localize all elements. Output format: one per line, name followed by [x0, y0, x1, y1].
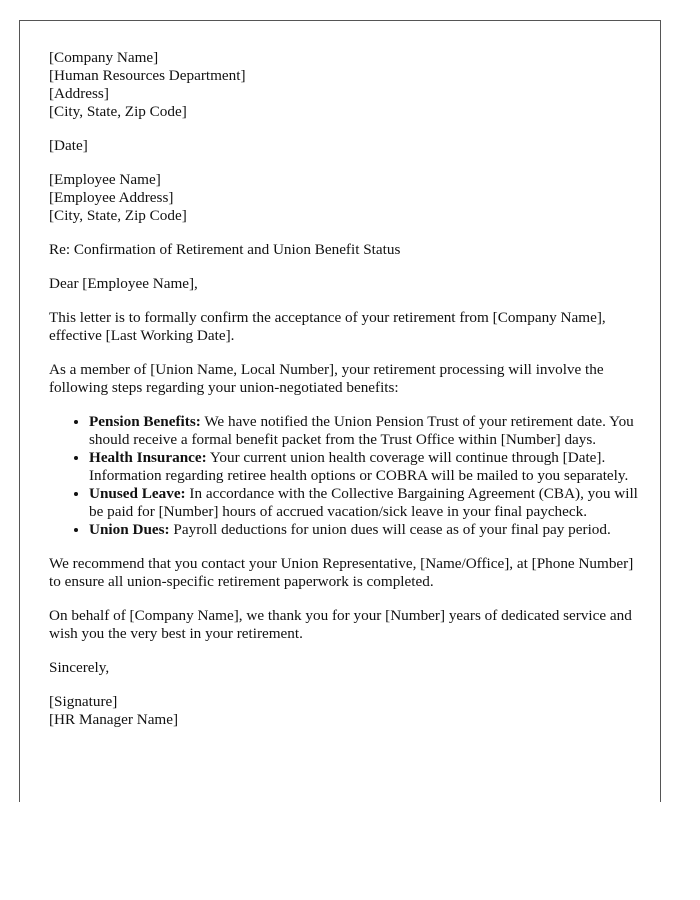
sender-address: [Address] [49, 85, 109, 102]
signer-name: [HR Manager Name] [49, 711, 179, 728]
sender-city-state-zip: [City, State, Zip Code] [49, 103, 187, 120]
closing: Sincerely, [49, 659, 110, 676]
recipient-address: [Employee Address] [49, 189, 174, 206]
sender-department: [Human Resources Department] [49, 67, 246, 84]
signature-placeholder: [Signature] [49, 693, 118, 710]
intro-paragraph: This letter is to formally confirm the acceptance of your retirement from [Company Name], effective [Last Working Date]. [49, 309, 606, 344]
benefit-title: Health Insurance: [89, 449, 207, 466]
sender-block [49, 49, 639, 121]
benefits-list [49, 413, 639, 539]
sender-company: [Company Name] [49, 49, 159, 66]
benefit-title: Unused Leave: [89, 485, 186, 502]
benefit-text: Payroll deductions for union dues will cease as of your final pay period. [169, 521, 611, 538]
list-item [89, 485, 639, 521]
union-paragraph: As a member of [Union Name, Local Number], your retirement processing will involve the following steps regarding your union-negotiated benefits: [49, 361, 604, 396]
signature-block [49, 693, 639, 729]
letter-body [49, 49, 639, 745]
benefit-text: In accordance with the Collective Bargaining Agreement (CBA), you will be paid for [Number] hours of accrued vacation/sick leave in your final paycheck. [89, 485, 638, 520]
recommend-paragraph: We recommend that you contact your Union Representative, [Name/Office], at [Phone Number] to ensure all union-specific retirement paperwork is completed. [49, 555, 634, 590]
benefit-title: Pension Benefits: [89, 413, 201, 430]
recipient-block [49, 171, 639, 225]
benefit-text: We have notified the Union Pension Trust of your retirement date. You should receive a formal benefit packet from the Trust Office within [Number] days. [89, 413, 634, 448]
list-item [89, 521, 639, 539]
list-item [89, 413, 639, 449]
letter-page [19, 20, 661, 802]
list-item [89, 449, 639, 485]
recipient-city-state-zip: [City, State, Zip Code] [49, 207, 187, 224]
benefit-text: Your current union health coverage will continue through [Date]. Information regarding retiree health options or COBRA will be mailed to you separately. [89, 449, 629, 484]
letter-date: [Date] [49, 137, 88, 154]
benefit-title: Union Dues: [89, 521, 170, 538]
recipient-name: [Employee Name] [49, 171, 161, 188]
subject-line: Re: Confirmation of Retirement and Union Benefit Status [49, 241, 401, 258]
salutation: Dear [Employee Name], [49, 275, 198, 292]
thanks-paragraph: On behalf of [Company Name], we thank you for your [Number] years of dedicated service and wish you the very best in your retirement. [49, 607, 632, 642]
